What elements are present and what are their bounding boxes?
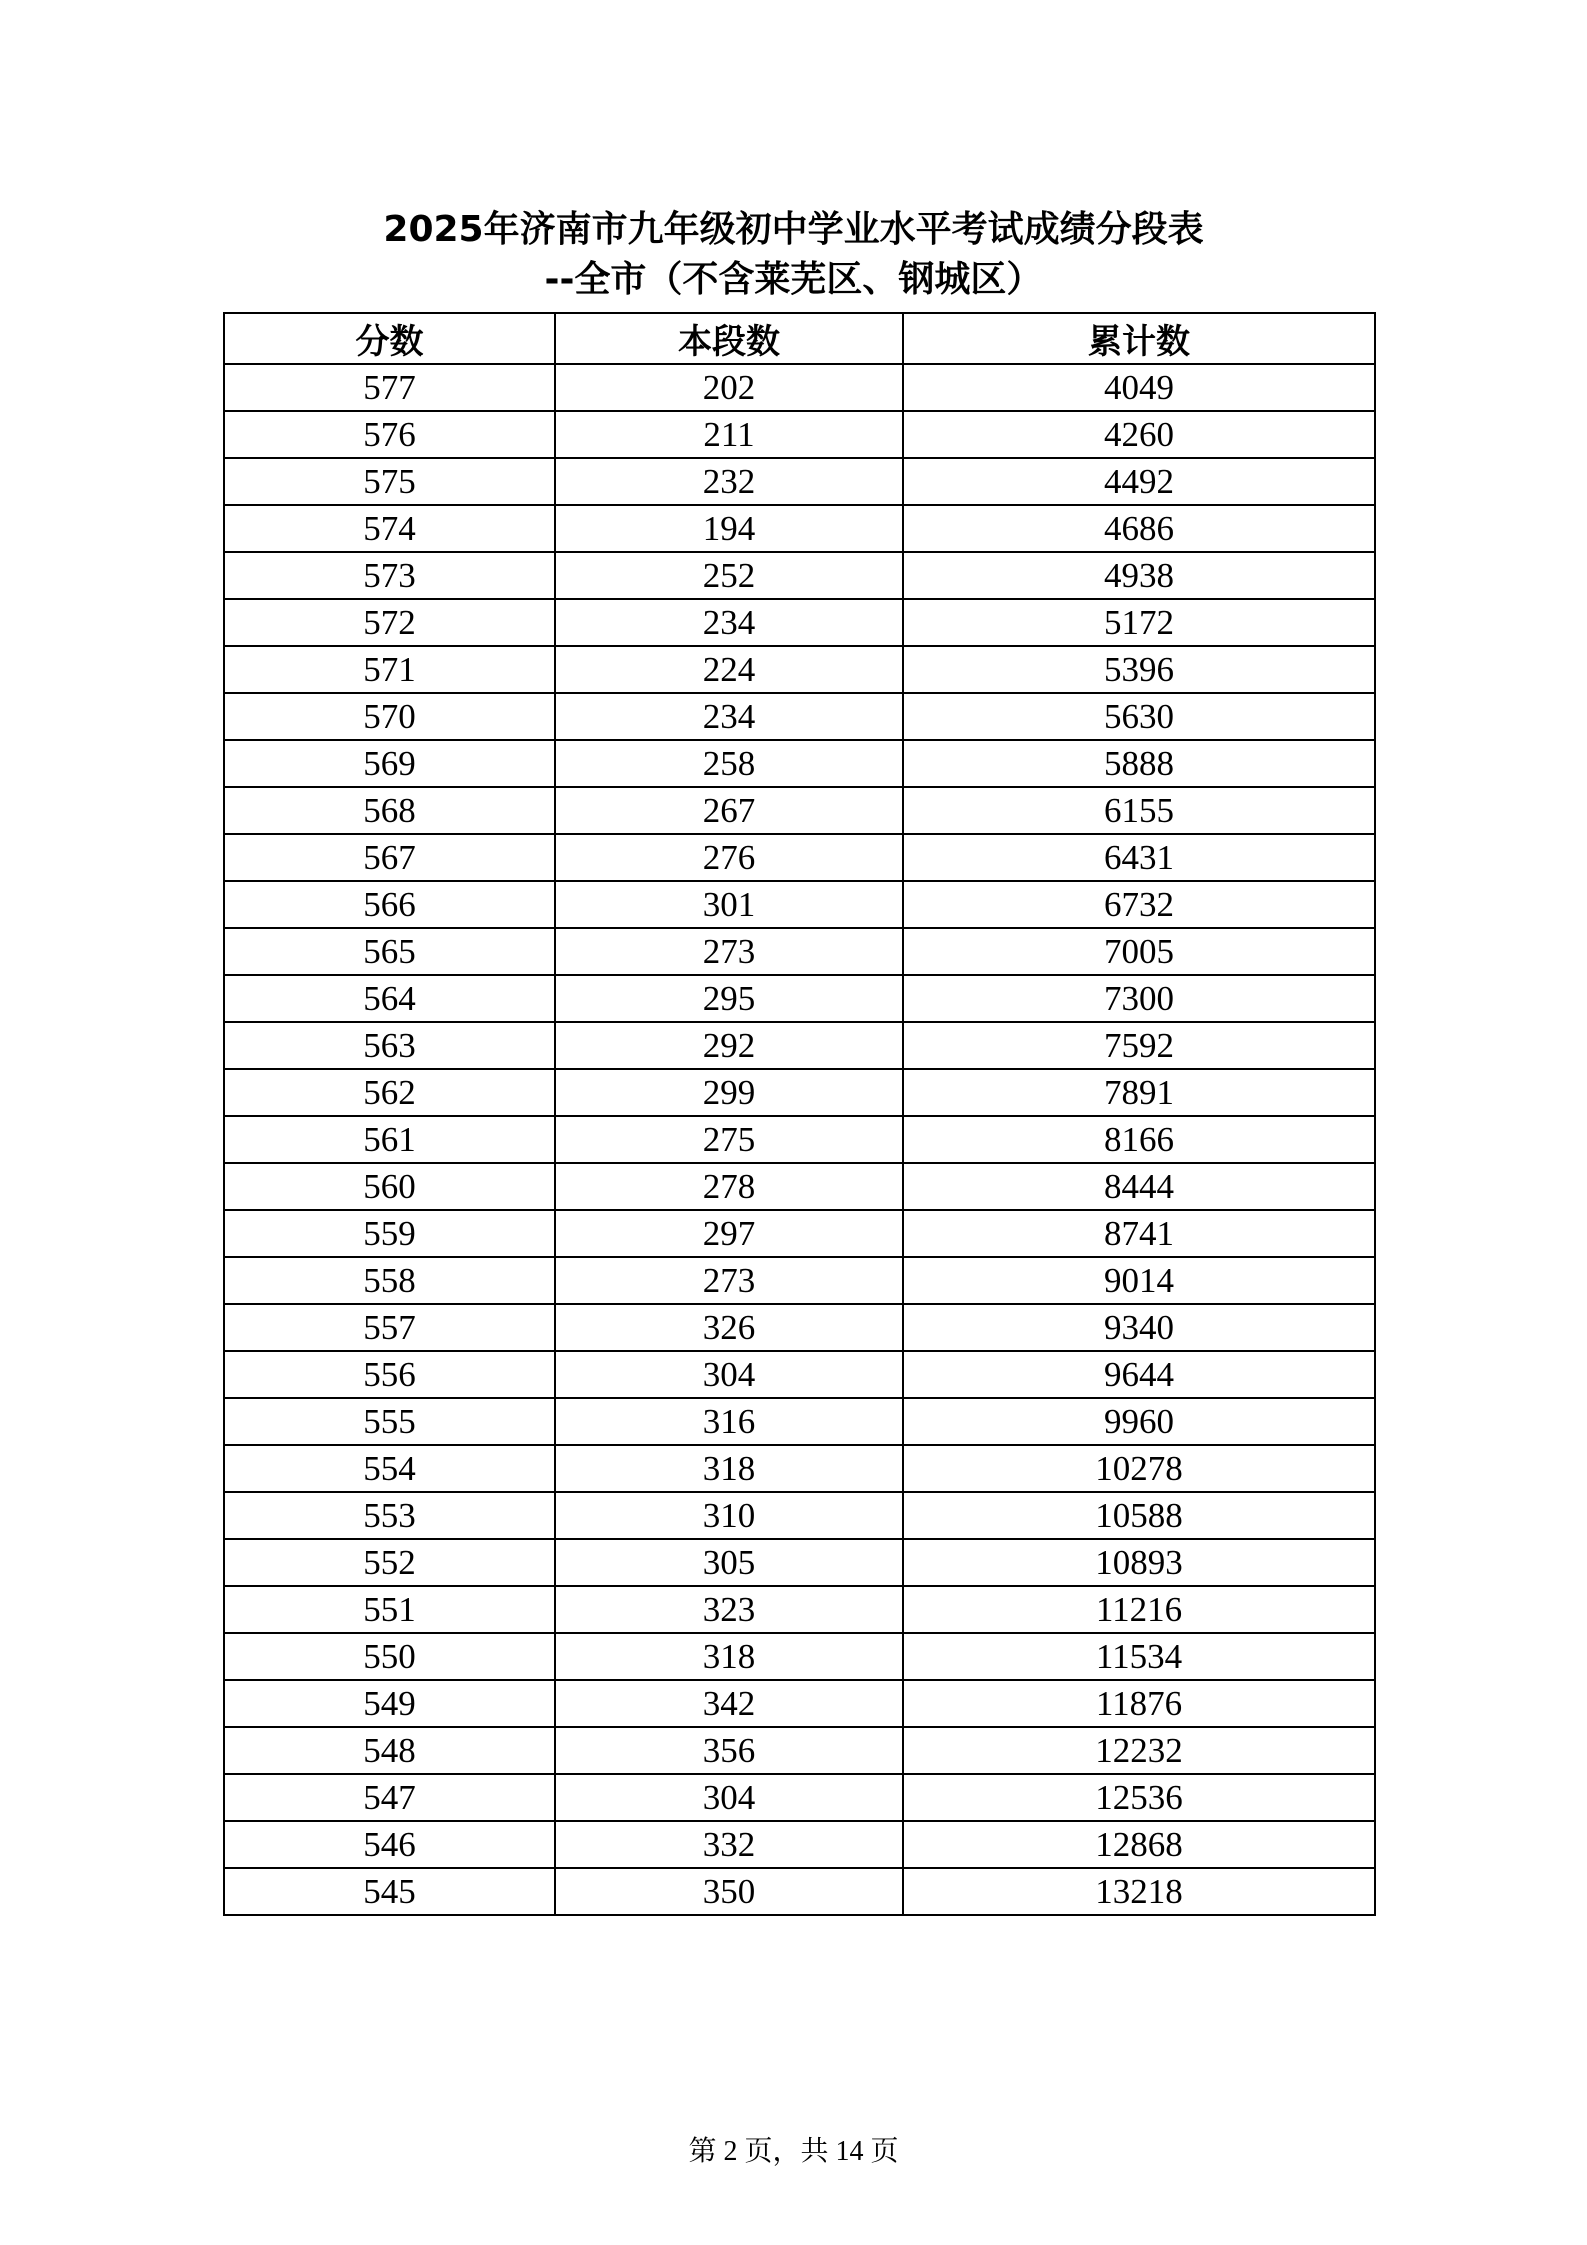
cell-cumulative-count: 10278 xyxy=(903,1445,1375,1492)
cell-segment-count: 273 xyxy=(555,1257,903,1304)
cell-score: 560 xyxy=(224,1163,555,1210)
cell-cumulative-count: 7005 xyxy=(903,928,1375,975)
cell-score: 547 xyxy=(224,1774,555,1821)
header-cumulative-count: 累计数 xyxy=(903,313,1375,364)
cell-segment-count: 292 xyxy=(555,1022,903,1069)
cell-cumulative-count: 5630 xyxy=(903,693,1375,740)
cell-score: 572 xyxy=(224,599,555,646)
cell-segment-count: 232 xyxy=(555,458,903,505)
cell-segment-count: 295 xyxy=(555,975,903,1022)
cell-segment-count: 234 xyxy=(555,599,903,646)
cell-cumulative-count: 8166 xyxy=(903,1116,1375,1163)
cell-score: 548 xyxy=(224,1727,555,1774)
cell-score: 550 xyxy=(224,1633,555,1680)
cell-segment-count: 332 xyxy=(555,1821,903,1868)
cell-cumulative-count: 9340 xyxy=(903,1304,1375,1351)
cell-segment-count: 305 xyxy=(555,1539,903,1586)
table-row xyxy=(224,364,1375,411)
table-row xyxy=(224,646,1375,693)
cell-cumulative-count: 7300 xyxy=(903,975,1375,1022)
cell-score: 555 xyxy=(224,1398,555,1445)
cell-cumulative-count: 5888 xyxy=(903,740,1375,787)
cell-score: 549 xyxy=(224,1680,555,1727)
cell-cumulative-count: 8741 xyxy=(903,1210,1375,1257)
table-row xyxy=(224,881,1375,928)
cell-cumulative-count: 4492 xyxy=(903,458,1375,505)
table-row xyxy=(224,928,1375,975)
cell-segment-count: 299 xyxy=(555,1069,903,1116)
table-row xyxy=(224,1445,1375,1492)
table-row xyxy=(224,1398,1375,1445)
cell-cumulative-count: 11216 xyxy=(903,1586,1375,1633)
table-row xyxy=(224,1539,1375,1586)
cell-cumulative-count: 11534 xyxy=(903,1633,1375,1680)
cell-segment-count: 310 xyxy=(555,1492,903,1539)
cell-cumulative-count: 6732 xyxy=(903,881,1375,928)
cell-score: 558 xyxy=(224,1257,555,1304)
table-row xyxy=(224,1868,1375,1915)
cell-segment-count: 224 xyxy=(555,646,903,693)
table-body xyxy=(224,364,1375,1915)
cell-segment-count: 318 xyxy=(555,1445,903,1492)
cell-cumulative-count: 8444 xyxy=(903,1163,1375,1210)
cell-segment-count: 194 xyxy=(555,505,903,552)
table-row xyxy=(224,1163,1375,1210)
cell-segment-count: 267 xyxy=(555,787,903,834)
cell-cumulative-count: 10893 xyxy=(903,1539,1375,1586)
cell-segment-count: 276 xyxy=(555,834,903,881)
table-row xyxy=(224,1257,1375,1304)
table-row xyxy=(224,787,1375,834)
cell-score: 557 xyxy=(224,1304,555,1351)
cell-score: 576 xyxy=(224,411,555,458)
cell-cumulative-count: 4686 xyxy=(903,505,1375,552)
cell-score: 567 xyxy=(224,834,555,881)
cell-segment-count: 202 xyxy=(555,364,903,411)
table-row xyxy=(224,1022,1375,1069)
cell-cumulative-count: 5172 xyxy=(903,599,1375,646)
cell-cumulative-count: 5396 xyxy=(903,646,1375,693)
cell-segment-count: 234 xyxy=(555,693,903,740)
cell-cumulative-count: 4260 xyxy=(903,411,1375,458)
cell-segment-count: 316 xyxy=(555,1398,903,1445)
page-subtitle: --全市（不含莱芜区、钢城区） xyxy=(544,259,1043,300)
cell-cumulative-count: 10588 xyxy=(903,1492,1375,1539)
header-score: 分数 xyxy=(224,313,555,364)
cell-score: 571 xyxy=(224,646,555,693)
table-row xyxy=(224,1351,1375,1398)
cell-cumulative-count: 6431 xyxy=(903,834,1375,881)
table-row xyxy=(224,599,1375,646)
title-block xyxy=(0,205,1587,305)
table-row xyxy=(224,505,1375,552)
cell-cumulative-count: 7891 xyxy=(903,1069,1375,1116)
cell-score: 545 xyxy=(224,1868,555,1915)
cell-segment-count: 304 xyxy=(555,1351,903,1398)
cell-segment-count: 252 xyxy=(555,552,903,599)
cell-cumulative-count: 12536 xyxy=(903,1774,1375,1821)
table-row xyxy=(224,1680,1375,1727)
table-row xyxy=(224,1633,1375,1680)
cell-cumulative-count: 4938 xyxy=(903,552,1375,599)
table-row xyxy=(224,1774,1375,1821)
table-row xyxy=(224,552,1375,599)
table-row xyxy=(224,975,1375,1022)
cell-score: 561 xyxy=(224,1116,555,1163)
table-row xyxy=(224,1304,1375,1351)
cell-segment-count: 258 xyxy=(555,740,903,787)
cell-score: 556 xyxy=(224,1351,555,1398)
cell-score: 577 xyxy=(224,364,555,411)
table-row xyxy=(224,1727,1375,1774)
cell-score: 566 xyxy=(224,881,555,928)
cell-segment-count: 278 xyxy=(555,1163,903,1210)
table-row xyxy=(224,1069,1375,1116)
cell-score: 573 xyxy=(224,552,555,599)
cell-cumulative-count: 6155 xyxy=(903,787,1375,834)
cell-segment-count: 301 xyxy=(555,881,903,928)
cell-cumulative-count: 12232 xyxy=(903,1727,1375,1774)
cell-cumulative-count: 4049 xyxy=(903,364,1375,411)
table-row xyxy=(224,1492,1375,1539)
cell-score: 574 xyxy=(224,505,555,552)
cell-segment-count: 350 xyxy=(555,1868,903,1915)
cell-score: 554 xyxy=(224,1445,555,1492)
cell-segment-count: 275 xyxy=(555,1116,903,1163)
cell-score: 551 xyxy=(224,1586,555,1633)
header-segment-count: 本段数 xyxy=(555,313,903,364)
cell-cumulative-count: 12868 xyxy=(903,1821,1375,1868)
table-row xyxy=(224,834,1375,881)
cell-score: 564 xyxy=(224,975,555,1022)
cell-score: 570 xyxy=(224,693,555,740)
page-footer: 第 2 页，共 14 页 xyxy=(688,2136,899,2167)
table-row xyxy=(224,1821,1375,1868)
cell-score: 552 xyxy=(224,1539,555,1586)
cell-cumulative-count: 9644 xyxy=(903,1351,1375,1398)
cell-segment-count: 356 xyxy=(555,1727,903,1774)
table-row xyxy=(224,693,1375,740)
cell-score: 575 xyxy=(224,458,555,505)
cell-score: 562 xyxy=(224,1069,555,1116)
cell-score: 546 xyxy=(224,1821,555,1868)
cell-score: 569 xyxy=(224,740,555,787)
score-distribution-table xyxy=(223,312,1376,1916)
cell-score: 563 xyxy=(224,1022,555,1069)
cell-segment-count: 297 xyxy=(555,1210,903,1257)
table-row xyxy=(224,458,1375,505)
table-row xyxy=(224,1210,1375,1257)
table-header-row xyxy=(224,313,1375,364)
cell-segment-count: 211 xyxy=(555,411,903,458)
cell-score: 568 xyxy=(224,787,555,834)
cell-cumulative-count: 11876 xyxy=(903,1680,1375,1727)
cell-score: 553 xyxy=(224,1492,555,1539)
cell-segment-count: 273 xyxy=(555,928,903,975)
table-row xyxy=(224,740,1375,787)
cell-segment-count: 326 xyxy=(555,1304,903,1351)
cell-segment-count: 318 xyxy=(555,1633,903,1680)
cell-segment-count: 342 xyxy=(555,1680,903,1727)
table-row xyxy=(224,1586,1375,1633)
table-row xyxy=(224,1116,1375,1163)
cell-score: 559 xyxy=(224,1210,555,1257)
cell-segment-count: 323 xyxy=(555,1586,903,1633)
cell-cumulative-count: 13218 xyxy=(903,1868,1375,1915)
cell-cumulative-count: 9014 xyxy=(903,1257,1375,1304)
cell-score: 565 xyxy=(224,928,555,975)
table-row xyxy=(224,411,1375,458)
page-title: 2025年济南市九年级初中学业水平考试成绩分段表 xyxy=(383,209,1204,250)
cell-cumulative-count: 7592 xyxy=(903,1022,1375,1069)
cell-segment-count: 304 xyxy=(555,1774,903,1821)
cell-cumulative-count: 9960 xyxy=(903,1398,1375,1445)
